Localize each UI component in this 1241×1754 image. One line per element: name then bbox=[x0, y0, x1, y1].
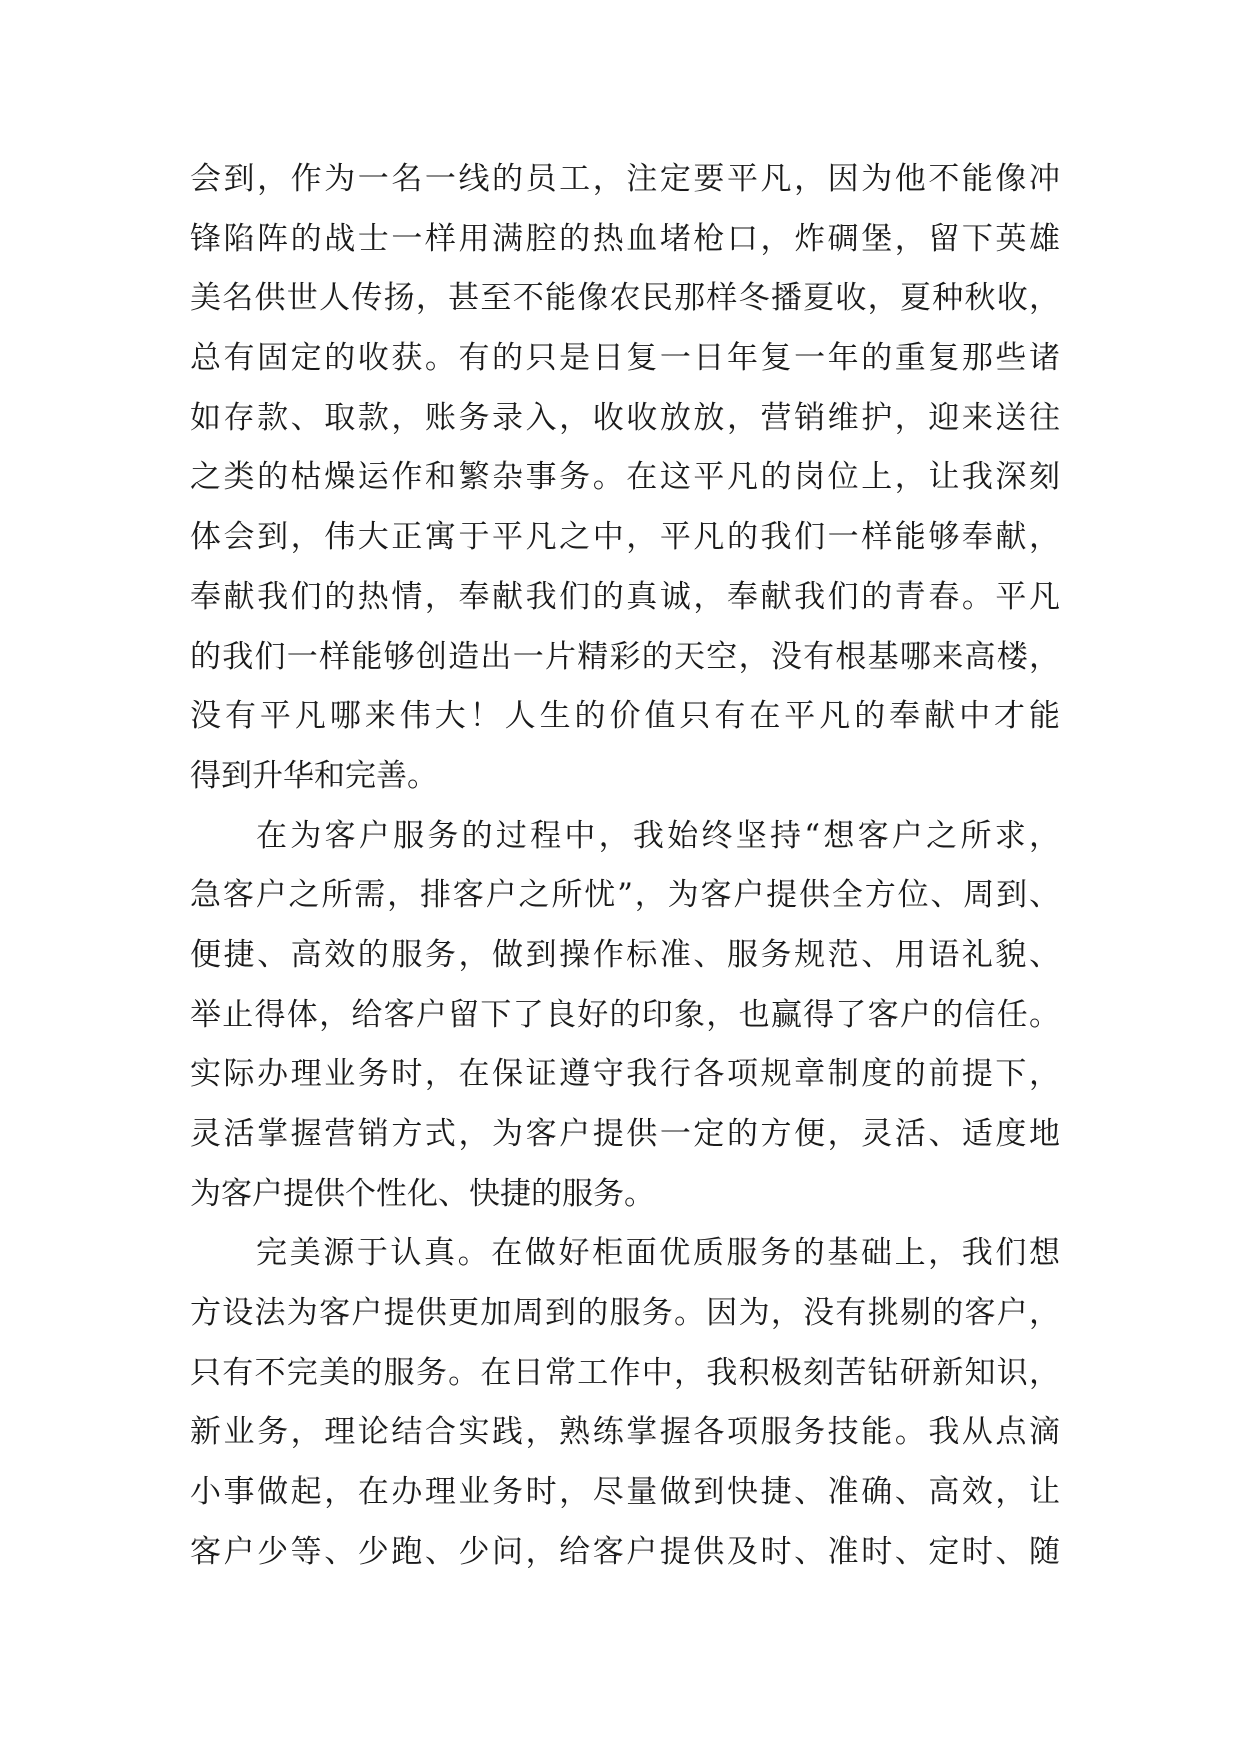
text-line: 便捷、高效的服务，做到操作标准、服务规范、用语礼貌、 bbox=[190, 936, 1060, 973]
text-line: 锋陷阵的战士一样用满腔的热血堵枪口，炸碉堡，留下英雄 bbox=[190, 220, 1060, 257]
text-line: 急客户之所需，排客户之所忧”，为客户提供全方位、周到、 bbox=[190, 877, 1060, 914]
text-line: 的我们一样能够创造出一片精彩的天空，没有根基哪来高楼， bbox=[190, 638, 1060, 675]
text-line: 会到，作为一名一线的员工，注定要平凡，因为他不能像冲 bbox=[190, 161, 1060, 197]
text-line: 客户少等、少跑、少问，给客户提供及时、准时、定时、随 bbox=[190, 1533, 1060, 1570]
text-line: 灵活掌握营销方式，为客户提供一定的方便，灵活、适度地 bbox=[190, 1116, 1060, 1152]
paragraph bbox=[190, 150, 1060, 807]
body-text bbox=[190, 150, 1060, 1583]
text-line: 举止得体，给客户留下了良好的印象，也赢得了客户的信任。 bbox=[190, 996, 1060, 1033]
text-line: 美名供世人传扬，甚至不能像农民那样冬播夏收，夏种秋收， bbox=[190, 280, 1060, 317]
text-line: 新业务，理论结合实践，熟练掌握各项服务技能。我从点滴 bbox=[190, 1414, 1060, 1451]
paragraph bbox=[190, 807, 1060, 1225]
text-line: 方设法为客户提供更加周到的服务。因为，没有挑剔的客户， bbox=[190, 1295, 1060, 1332]
text-line: 实际办理业务时，在保证遵守我行各项规章制度的前提下， bbox=[190, 1056, 1060, 1093]
text-line: 没有平凡哪来伟大！人生的价值只有在平凡的奉献中才能 bbox=[190, 698, 1060, 735]
text-line: 为客户提供个性化、快捷的服务。 bbox=[190, 1175, 655, 1212]
text-line: 总有固定的收获。有的只是日复一日年复一年的重复那些诸 bbox=[190, 340, 1060, 377]
text-line: 小事做起，在办理业务时，尽量做到快捷、准确、高效，让 bbox=[190, 1474, 1060, 1511]
text-line: 完美源于认真。在做好柜面优质服务的基础上，我们想 bbox=[256, 1235, 1060, 1272]
text-line: 得到升华和完善。 bbox=[190, 757, 438, 794]
text-line: 体会到，伟大正寓于平凡之中，平凡的我们一样能够奉献， bbox=[190, 519, 1060, 556]
text-line: 奉献我们的热情，奉献我们的真诚，奉献我们的青春。平凡 bbox=[190, 578, 1060, 615]
text-line: 如存款、取款，账务录入，收收放放，营销维护，迎来送往 bbox=[190, 399, 1060, 436]
text-line: 在为客户服务的过程中，我始终坚持“想客户之所求， bbox=[256, 817, 1060, 854]
text-line: 之类的枯燥运作和繁杂事务。在这平凡的岗位上，让我深刻 bbox=[190, 459, 1060, 496]
text-line: 只有不完美的服务。在日常工作中，我积极刻苦钻研新知识， bbox=[190, 1354, 1060, 1391]
paragraph bbox=[190, 1224, 1060, 1582]
